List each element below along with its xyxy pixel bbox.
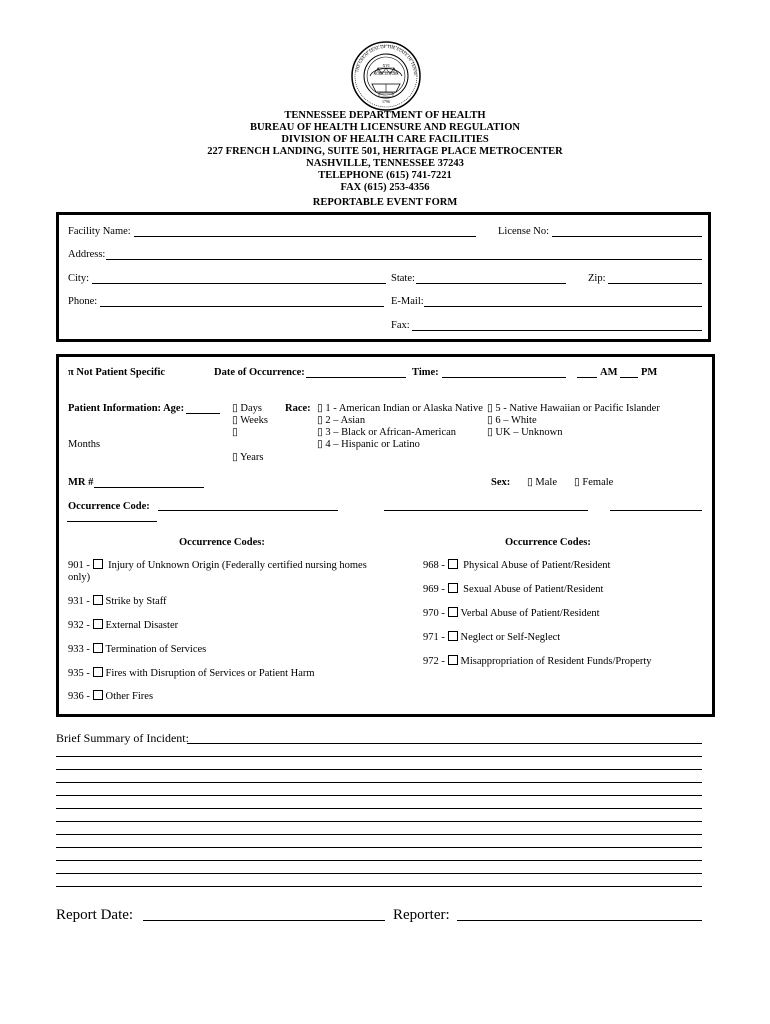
fax-line: FAX (615) 253-4356 <box>340 182 430 193</box>
city-input[interactable] <box>94 271 384 283</box>
race-option-3[interactable]: ▯ 3 – Black or African-American <box>317 427 457 438</box>
checkbox-icon <box>93 595 103 605</box>
summary-line[interactable] <box>56 756 702 757</box>
checkbox-icon: ▯ <box>317 403 323 414</box>
code-971-option[interactable]: 971 - Neglect or Self-Neglect <box>423 632 561 643</box>
state-label: State: <box>391 273 415 284</box>
age-weeks-option[interactable]: ▯ Weeks <box>232 415 268 426</box>
summary-line-1-input[interactable] <box>190 730 700 742</box>
age-input[interactable] <box>188 401 218 413</box>
code-968-option[interactable]: 968 - Physical Abuse of Patient/Resident <box>423 560 611 571</box>
address-input[interactable] <box>108 247 700 259</box>
fax-label: Fax: <box>391 320 410 331</box>
summary-line[interactable] <box>56 795 702 796</box>
code-931-option[interactable]: 931 - Strike by Staff <box>68 596 167 607</box>
checkbox-icon: ▯ <box>487 403 493 414</box>
code-936-option[interactable]: 936 - Other Fires <box>68 691 154 702</box>
report-date-label: Report Date: <box>56 907 134 923</box>
checkbox-icon: ▯ <box>317 439 323 450</box>
occurrence-code-input[interactable] <box>160 498 336 510</box>
checkbox-icon: ▯ <box>232 427 238 438</box>
telephone-line: TELEPHONE (615) 741-7221 <box>318 170 452 181</box>
license-no-input[interactable] <box>554 224 700 236</box>
mr-input[interactable] <box>96 475 202 487</box>
summary-line[interactable] <box>56 873 702 874</box>
codes-heading-right: Occurrence Codes: <box>505 537 591 548</box>
checkbox-icon <box>93 559 103 569</box>
age-days-option[interactable]: ▯ Days <box>232 403 262 414</box>
codes-heading-left: Occurrence Codes: <box>179 537 265 548</box>
checkbox-icon <box>448 655 458 665</box>
checkbox-icon <box>93 643 103 653</box>
phone-input[interactable] <box>102 294 382 306</box>
division-name: DIVISION OF HEALTH CARE FACILITIES <box>281 134 489 145</box>
seal-roman: XVI <box>382 63 390 68</box>
race-label: Race: <box>285 403 311 414</box>
reporter-input[interactable] <box>460 906 700 920</box>
state-seal-logo <box>350 40 422 112</box>
race-option-6[interactable]: ▯ 6 – White <box>487 415 537 426</box>
checkbox-icon <box>448 607 458 617</box>
race-option-2[interactable]: ▯ 2 – Asian <box>317 415 366 426</box>
sex-female-option[interactable]: ▯ Female <box>574 477 614 488</box>
code-935-option[interactable]: 935 - Fires with Disruption of Services or Patient Harm <box>68 668 315 679</box>
address-line: 227 FRENCH LANDING, SUITE 501, HERITAGE PLACE METROCENTER <box>207 146 563 157</box>
race-option-4[interactable]: ▯ 4 – Hispanic or Latino <box>317 439 420 450</box>
occurrence-code-label: Occurrence Code: <box>68 501 150 512</box>
code-933-option[interactable]: 933 - Termination of Services <box>68 644 207 655</box>
checkbox-icon <box>448 631 458 641</box>
facility-name-input[interactable] <box>136 224 474 236</box>
summary-line[interactable] <box>56 834 702 835</box>
sex-label: Sex: <box>491 477 511 488</box>
checkbox-icon: ▯ <box>232 415 238 426</box>
am-label[interactable]: AM <box>600 367 618 378</box>
report-date-input[interactable] <box>146 906 382 920</box>
summary-line[interactable] <box>56 821 702 822</box>
not-patient-specific-checkbox[interactable]: π Not Patient Specific <box>68 367 166 378</box>
license-no-label: License No: <box>498 226 550 237</box>
zip-label: Zip: <box>588 273 606 284</box>
city-label: City: <box>68 273 90 284</box>
checkbox-icon: ▯ <box>487 415 493 426</box>
checkbox-icon: ▯ <box>317 415 323 426</box>
checkbox-icon <box>93 619 103 629</box>
race-option-5[interactable]: ▯ 5 - Native Hawaiian or Pacific Islander <box>487 403 660 414</box>
time-label: Time: <box>412 367 439 378</box>
seal-center-text: AGRICULTURE <box>373 72 399 76</box>
checkbox-icon: ▯ <box>232 452 238 463</box>
summary-line[interactable] <box>56 847 702 848</box>
summary-line[interactable] <box>56 860 702 861</box>
checkbox-icon <box>448 583 458 593</box>
code-901-continued: only) <box>68 572 91 583</box>
checkbox-icon: ▯ <box>574 477 580 488</box>
brief-summary-label: Brief Summary of Incident: <box>56 731 189 745</box>
checkbox-icon <box>93 690 103 700</box>
code-970-option[interactable]: 970 - Verbal Abuse of Patient/Resident <box>423 608 600 619</box>
time-input[interactable] <box>444 365 564 377</box>
facility-name-label: Facility Name: <box>68 226 131 237</box>
code-932-option[interactable]: 932 - External Disaster <box>68 620 179 631</box>
race-option-uk[interactable]: ▯ UK – Unknown <box>487 427 563 438</box>
dept-name: TENNESSEE DEPARTMENT OF HEALTH <box>284 110 486 121</box>
date-of-occurrence-input[interactable] <box>308 365 404 377</box>
code-972-option[interactable]: 972 - Misappropriation of Resident Funds/Property <box>423 656 652 667</box>
age-months-label: Months <box>68 439 101 450</box>
checkbox-icon <box>448 559 458 569</box>
city-line: NASHVILLE, TENNESSEE 37243 <box>306 158 464 169</box>
email-input[interactable] <box>426 294 700 306</box>
code-901-option[interactable]: 901 - Injury of Unknown Origin (Federally certified nursing homes <box>68 560 367 571</box>
phone-label: Phone: <box>68 296 98 307</box>
code-969-option[interactable]: 969 - Sexual Abuse of Patient/Resident <box>423 584 604 595</box>
email-label: E-Mail: <box>391 296 424 307</box>
age-months-checkbox[interactable] <box>232 427 238 439</box>
fax-input[interactable] <box>414 318 700 330</box>
mr-label: MR # <box>68 477 94 488</box>
age-years-option[interactable]: ▯ Years <box>232 452 264 463</box>
checkbox-icon: ▯ <box>317 427 323 438</box>
address-label: Address: <box>68 249 106 260</box>
summary-line[interactable] <box>56 782 702 783</box>
date-of-occurrence-label: Date of Occurrence: <box>214 367 305 378</box>
race-option-1[interactable]: ▯ 1 - American Indian or Alaska Native <box>317 403 483 414</box>
sex-male-option[interactable]: ▯ Male <box>527 477 557 488</box>
reporter-label: Reporter: <box>393 907 450 923</box>
checkbox-icon <box>93 667 103 677</box>
pm-label[interactable]: PM <box>641 367 658 378</box>
checkbox-icon: ▯ <box>232 403 238 414</box>
form-title: REPORTABLE EVENT FORM <box>312 197 458 208</box>
state-input[interactable] <box>418 271 564 283</box>
patient-info-age-label: Patient Information: Age: <box>68 403 185 414</box>
summary-line[interactable] <box>56 808 702 809</box>
seal-year: 1796 <box>382 99 390 104</box>
summary-line[interactable] <box>56 769 702 770</box>
summary-line[interactable] <box>56 886 702 887</box>
zip-input[interactable] <box>610 271 700 283</box>
checkbox-icon: ▯ <box>527 477 533 488</box>
bureau-name: BUREAU OF HEALTH LICENSURE AND REGULATION <box>249 122 521 133</box>
checkbox-icon: ▯ <box>487 427 493 438</box>
seal-ring-text: THE GREAT SEAL OF THE STATE OF TENNE <box>354 43 419 76</box>
